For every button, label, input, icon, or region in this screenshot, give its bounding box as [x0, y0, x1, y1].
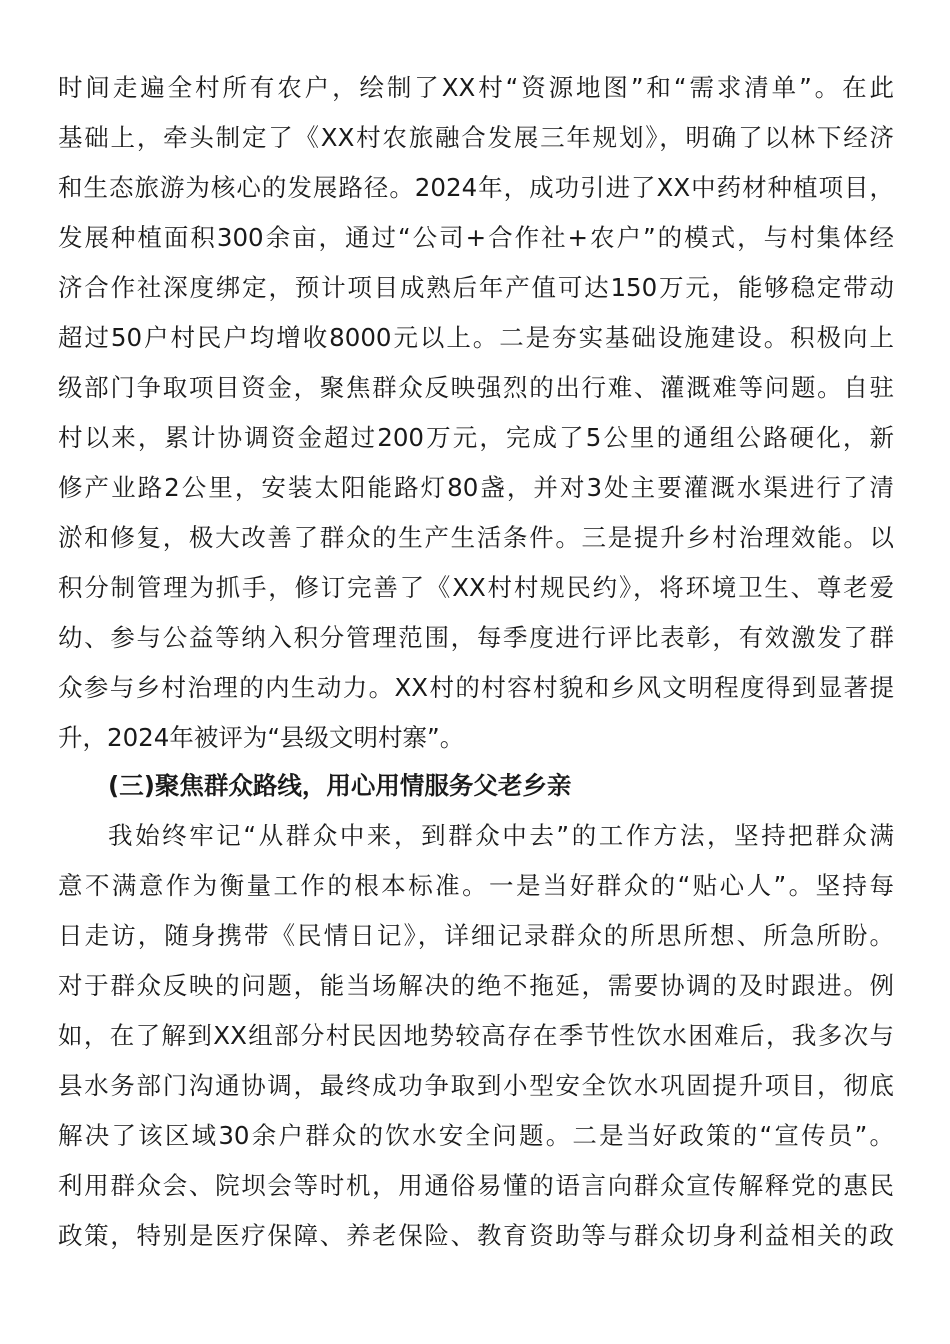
paragraph-line: 县水务部门沟通协调，最终成功争取到小型安全饮水巩固提升项目，彻底 — [58, 1071, 894, 1100]
section-heading-3: (三)聚焦群众路线，用心用情服务父老乡亲 — [108, 771, 572, 800]
paragraph-line: 众参与乡村治理的内生动力。XX村的村容村貌和乡风文明程度得到显著提 — [58, 673, 894, 702]
paragraph-line: 政策，特别是医疗保障、养老保险、教育资助等与群众切身利益相关的政 — [58, 1221, 894, 1250]
paragraph-line: 修产业路2公里，安装太阳能路灯80盏，并对3处主要灌溉水渠进行了清 — [58, 473, 894, 502]
paragraph-line: 村以来，累计协调资金超过200万元，完成了5公里的通组公路硬化，新 — [58, 423, 894, 452]
paragraph-line: 淤和修复，极大改善了群众的生产生活条件。三是提升乡村治理效能。以 — [58, 523, 894, 552]
paragraph-line: 时间走遍全村所有农户，绘制了XX村“资源地图”和“需求清单”。在此 — [58, 73, 894, 102]
paragraph-line: 基础上，牵头制定了《XX村农旅融合发展三年规划》，明确了以林下经济 — [58, 123, 894, 152]
paragraph-line: 利用群众会、院坝会等时机，用通俗易懂的语言向群众宣传解释党的惠民 — [58, 1171, 894, 1200]
paragraph-village-development — [58, 63, 894, 763]
paragraph-line: 如，在了解到XX组部分村民因地势较高存在季节性饮水困难后，我多次与 — [58, 1021, 894, 1050]
paragraph-line: 我始终牢记“从群众中来，到群众中去”的工作方法，坚持把群众满 — [108, 821, 894, 850]
paragraph-line: 解决了该区域30余户群众的饮水安全问题。二是当好政策的“宣传员”。 — [58, 1121, 894, 1150]
paragraph-line: 超过50户村民户均增收8000元以上。二是夯实基础设施建设。积极向上 — [58, 323, 894, 352]
paragraph-line: 发展种植面积300余亩，通过“公司+合作社+农户”的模式，与村集体经 — [58, 223, 894, 252]
paragraph-line: 积分制管理为抓手，修订完善了《XX村村规民约》，将环境卫生、尊老爱 — [58, 573, 894, 602]
paragraph-line: 升，2024年被评为“县级文明村寨”。 — [58, 723, 465, 752]
paragraph-line: 意不满意作为衡量工作的根本标准。一是当好群众的“贴心人”。坚持每 — [58, 871, 894, 900]
paragraph-line: 级部门争取项目资金，聚焦群众反映强烈的出行难、灌溉难等问题。自驻 — [58, 373, 894, 402]
paragraph-mass-line — [58, 811, 894, 1261]
paragraph-line: 济合作社深度绑定，预计项目成熟后年产值可达150万元，能够稳定带动 — [58, 273, 894, 302]
paragraph-line: 对于群众反映的问题，能当场解决的绝不拖延，需要协调的及时跟进。例 — [58, 971, 894, 1000]
paragraph-line: 和生态旅游为核心的发展路径。2024年，成功引进了XX中药材种植项目， — [58, 173, 894, 202]
paragraph-line: 幼、参与公益等纳入积分管理范围，每季度进行评比表彰，有效激发了群 — [58, 623, 894, 652]
paragraph-line: 日走访，随身携带《民情日记》，详细记录群众的所思所想、所急所盼。 — [58, 921, 894, 950]
